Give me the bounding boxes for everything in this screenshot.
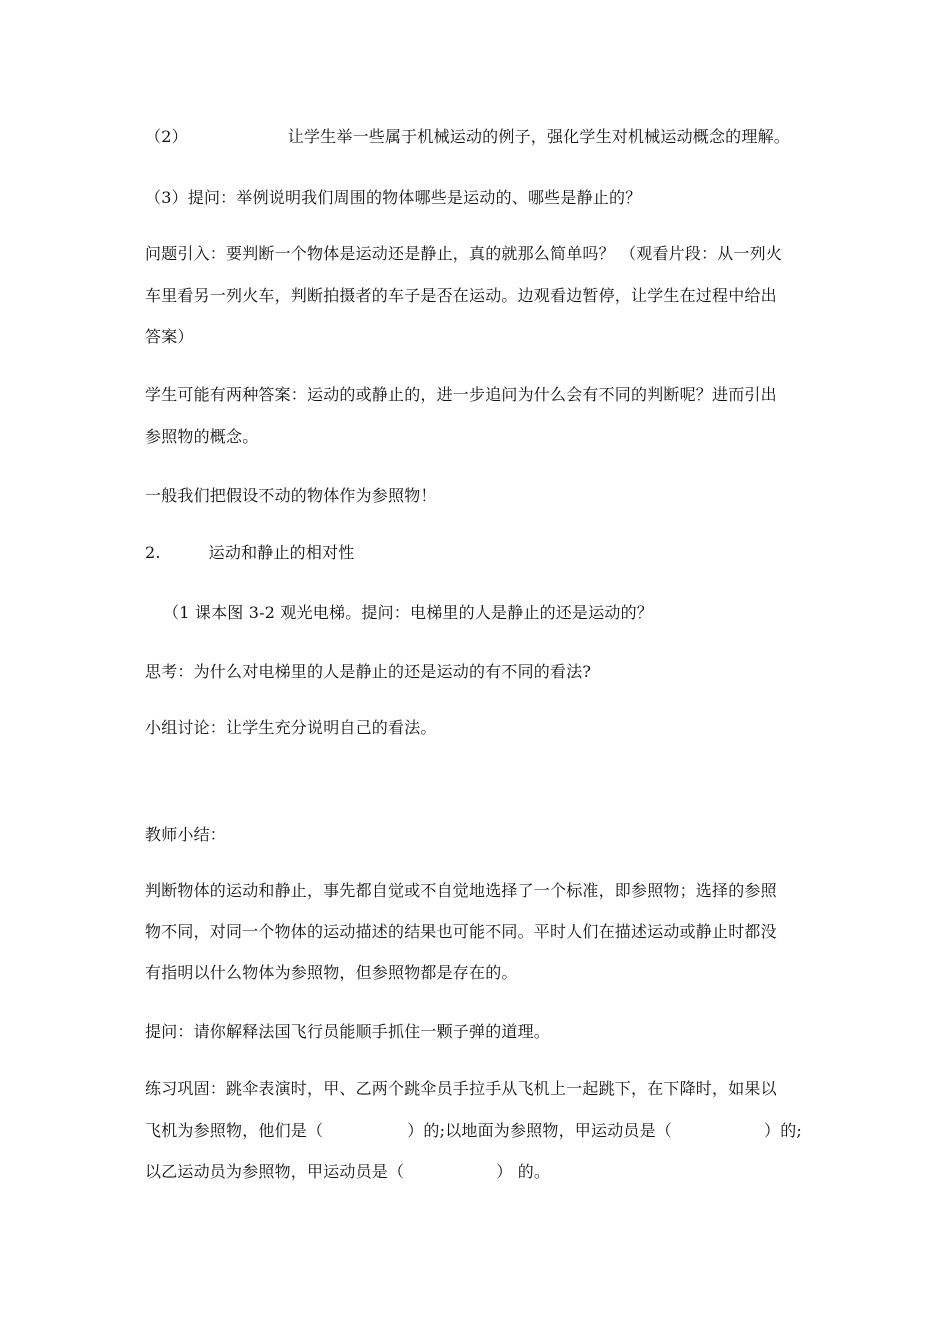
answers-line-1: 学生可能有两种答案：运动的或静止的，进一步追问为什么会有不同的判断呢？进而引出 (145, 385, 777, 404)
intro-line-1: 问题引入：要判断一个物体是运动还是静止，真的就那么简单吗？ （观看片段：从一列火 (145, 244, 783, 263)
section-number: 2. (145, 543, 161, 562)
exercise-text-3b: ） 的。 (496, 1162, 551, 1181)
general-statement: 一般我们把假设不动的物体作为参照物！ (145, 486, 437, 505)
intro-line-2: 车里看另一列火车，判断拍摄者的车子是否在运动。边观看边暂停，让学生在过程中给出 (145, 286, 777, 305)
exercise-text-2a: 飞机为参照物，他们是（ (145, 1121, 324, 1140)
item-1-elevator: （1 课本图 3-2 观光电梯。提问：电梯里的人是静止的还是运动的？ (163, 603, 654, 622)
answers-line-2: 参照物的概念。 (145, 427, 259, 446)
summary-line-1: 判断物体的运动和静止，事先都自觉或不自觉地选择了一个标准，即参照物；选择的参照 (145, 881, 777, 900)
exercise-line-1: 练习巩固：跳伞表演时，甲、乙两个跳伞员手拉手从飞机上一起跳下，在下降时，如果以 (145, 1079, 777, 1098)
summary-title: 教师小结： (145, 825, 227, 844)
summary-line-3: 有指明以什么物体为参照物，但参照物都是存在的。 (145, 963, 518, 982)
intro-line-3: 答案） (145, 327, 194, 346)
exercise-text-2b: ）的;以地面为参照物，甲运动员是（ (407, 1121, 672, 1140)
item-number: （2） (145, 127, 188, 146)
summary-line-2: 物不同，对同一个物体的运动描述的结果也可能不同。平时人们在描述运动或静止时都没 (145, 922, 777, 941)
section-2-heading (145, 543, 354, 563)
item-text: 让学生举一些属于机械运动的例子，强化学生对机械运动概念的理解。 (287, 127, 790, 146)
paragraph-item-3: （3）提问：举例说明我们周围的物体哪些是运动的、哪些是静止的？ (145, 188, 642, 207)
exercise-text-2c: ）的; (764, 1121, 802, 1140)
exercise-line-2 (145, 1121, 802, 1141)
exercise-line-3 (145, 1162, 550, 1182)
section-title: 运动和静止的相对性 (208, 543, 355, 562)
group-discussion: 小组讨论：让学生充分说明自己的看法。 (145, 718, 437, 737)
bullet-question: 提问：请你解释法国飞行员能顺手抓住一颗子弹的道理。 (145, 1022, 551, 1041)
paragraph-item-2 (145, 127, 790, 147)
exercise-text-3a: 以乙运动员为参照物，甲运动员是（ (145, 1162, 405, 1181)
think-question: 思考：为什么对电梯里的人是静止的还是运动的有不同的看法? (145, 662, 592, 681)
